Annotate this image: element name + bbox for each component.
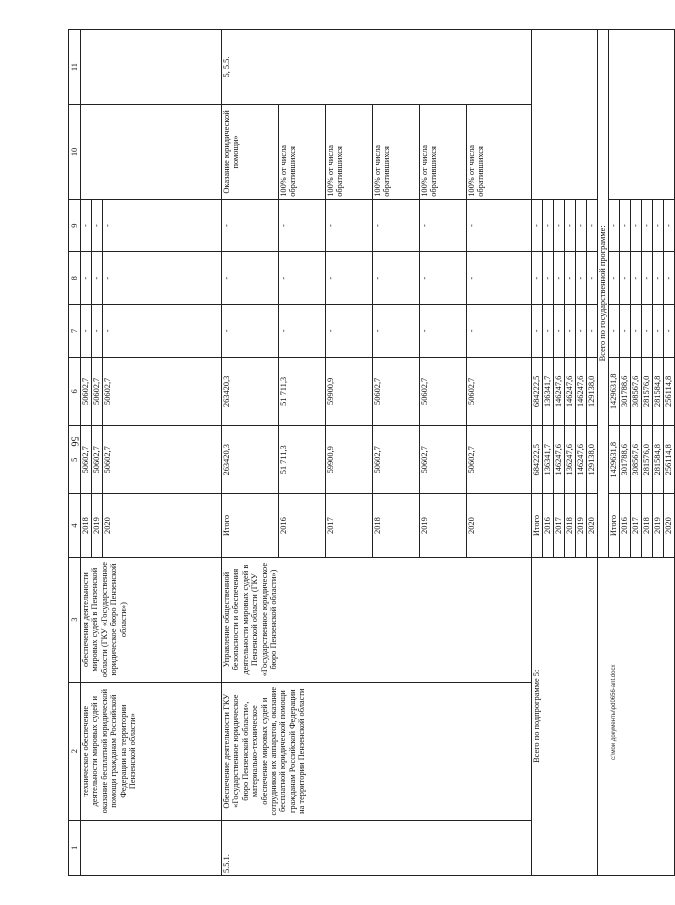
value-cell: -: [631, 199, 642, 252]
value-cell: -: [222, 252, 279, 305]
value-cell: 50602,7: [467, 357, 532, 425]
program-total-side-blank: [609, 30, 675, 200]
value-cell: -: [279, 305, 326, 358]
value-cell: -: [92, 252, 103, 305]
value-cell: -: [532, 252, 543, 305]
value-cell: 146247,6: [565, 357, 576, 425]
value-cell: -: [554, 252, 565, 305]
year-cell: 2017: [631, 494, 642, 557]
total-cell: 281584,8: [653, 426, 664, 494]
value-cell: -: [373, 252, 420, 305]
value-cell: -: [554, 305, 565, 358]
value-cell: 308567,6: [631, 357, 642, 425]
year-cell: 2020: [467, 494, 532, 557]
value-cell: -: [92, 305, 103, 358]
item-name: Обеспечение деятельности ГКУ «Государственное юридическое бюро Пензенской области», материально-техническое обеспечение мировых судей и сотрудников их аппаратов, оказание бесплатной юридической помощи гражданам Российской Федерации на территории Пензенской области: [222, 682, 532, 820]
total-cell: 146247,6: [576, 426, 587, 494]
year-cell: 2018: [642, 494, 653, 557]
year-cell: 2020: [587, 494, 598, 557]
value-cell: 50602,7: [420, 357, 467, 425]
value-cell: -: [587, 252, 598, 305]
value-cell: 281576,0: [642, 357, 653, 425]
indicator-cell: 100% от числа обратившихся: [420, 105, 467, 200]
indicator-cell: 100% от числа обратившихся: [326, 105, 373, 200]
header-cell: 6: [69, 357, 81, 425]
value-cell: -: [326, 252, 373, 305]
value-cell: -: [532, 199, 543, 252]
value-cell: -: [642, 252, 653, 305]
total-cell: 50602,7: [373, 426, 420, 494]
value-cell: 59900,9: [326, 357, 373, 425]
total-cell: 136247,6: [565, 426, 576, 494]
value-cell: -: [103, 252, 222, 305]
program-table: [68, 29, 675, 876]
value-cell: -: [373, 305, 420, 358]
total-cell: 308567,6: [631, 426, 642, 494]
value-cell: 256114,8: [664, 357, 675, 425]
value-cell: 50602,7: [103, 357, 222, 425]
page-number: 56: [68, 436, 80, 447]
total-cell: 136341,7: [543, 426, 554, 494]
year-cell: Итого: [532, 494, 543, 557]
footer-file-path: c:\мои документы\pd0656-ant.docx: [611, 664, 617, 760]
value-cell: -: [664, 199, 675, 252]
value-cell: -: [81, 305, 92, 358]
cont-executor-cell: обеспечения деятельности мировых судей в Пензенской области (ГКУ «Государственное юридическое бюро Пензенской области»): [81, 557, 222, 682]
value-cell: -: [554, 199, 565, 252]
value-cell: -: [620, 252, 631, 305]
value-cell: -: [543, 199, 554, 252]
value-cell: 146247,6: [554, 357, 565, 425]
value-cell: -: [609, 305, 620, 358]
value-cell: -: [326, 305, 373, 358]
value-cell: -: [576, 252, 587, 305]
column-number-row: [69, 30, 81, 876]
value-cell: -: [92, 199, 103, 252]
program-total-blank: [598, 557, 675, 875]
header-cell: 10: [69, 105, 81, 200]
value-cell: -: [620, 199, 631, 252]
value-cell: -: [373, 199, 420, 252]
cont-name-cell: техническое обеспечение деятельности мировых судей и оказание бесплатной юридической помощи гражданам Российской Федерации на территории Пензенской области»: [81, 682, 222, 820]
year-cell: 2020: [103, 494, 222, 557]
value-cell: -: [279, 252, 326, 305]
value-cell: -: [631, 252, 642, 305]
value-cell: -: [642, 199, 653, 252]
value-cell: -: [565, 252, 576, 305]
value-cell: 301788,6: [620, 357, 631, 425]
value-cell: -: [642, 305, 653, 358]
table-row: [532, 30, 543, 876]
total-cell: 129138,0: [587, 426, 598, 494]
value-cell: 50602,7: [92, 357, 103, 425]
program-total-label: Всего по государственной программе:: [598, 30, 609, 558]
value-cell: -: [103, 305, 222, 358]
value-cell: -: [587, 199, 598, 252]
value-cell: 50602,7: [373, 357, 420, 425]
year-cell: 2019: [653, 494, 664, 557]
header-cell: 8: [69, 252, 81, 305]
header-cell: 9: [69, 199, 81, 252]
header-cell: 5: [69, 426, 81, 494]
value-cell: -: [664, 305, 675, 358]
year-cell: 2018: [81, 494, 92, 557]
value-cell: -: [664, 252, 675, 305]
item-ref: 5, 5.5.: [222, 30, 532, 105]
value-cell: -: [532, 305, 543, 358]
value-cell: -: [222, 199, 279, 252]
value-cell: 684222,5: [532, 357, 543, 425]
value-cell: -: [279, 199, 326, 252]
value-cell: 1429631,8: [609, 357, 620, 425]
value-cell: 129138,0: [587, 357, 598, 425]
year-cell: 2017: [326, 494, 373, 557]
table-row: [598, 30, 609, 876]
indicator-cell: 100% от числа обратившихся: [467, 105, 532, 200]
indicator-title: Оказание юридической помощи»: [222, 105, 279, 200]
year-cell: Итого: [222, 494, 279, 557]
table-row: [222, 30, 279, 876]
value-cell: -: [565, 199, 576, 252]
value-cell: -: [576, 199, 587, 252]
total-cell: 684222,5: [532, 426, 543, 494]
year-cell: 2019: [576, 494, 587, 557]
total-cell: 263420,3: [222, 426, 279, 494]
value-cell: -: [81, 252, 92, 305]
year-cell: Итого: [609, 494, 620, 557]
value-cell: 51 711,3: [279, 357, 326, 425]
cont-num-cell: [81, 820, 222, 875]
value-cell: -: [467, 305, 532, 358]
value-cell: -: [620, 305, 631, 358]
indicator-cell: 100% от числа обратившихся: [279, 105, 326, 200]
year-cell: 2019: [92, 494, 103, 557]
year-cell: 2016: [543, 494, 554, 557]
value-cell: -: [565, 305, 576, 358]
value-cell: 50602,7: [81, 357, 92, 425]
value-cell: -: [609, 252, 620, 305]
value-cell: -: [222, 305, 279, 358]
value-cell: 146247,6: [576, 357, 587, 425]
value-cell: 263420,3: [222, 357, 279, 425]
header-cell: 4: [69, 494, 81, 557]
header-cell: 11: [69, 30, 81, 105]
value-cell: 136341,7: [543, 357, 554, 425]
total-cell: 50602,7: [467, 426, 532, 494]
value-cell: -: [576, 305, 587, 358]
total-cell: 50602,7: [103, 426, 222, 494]
header-cell: 7: [69, 305, 81, 358]
subtotal-blank: [532, 30, 598, 200]
value-cell: -: [543, 252, 554, 305]
item-number: 5.5.1.: [222, 820, 532, 875]
subtotal-label: Всего по подпрограмме 5:: [532, 557, 598, 875]
value-cell: -: [467, 252, 532, 305]
value-cell: -: [420, 199, 467, 252]
year-cell: 2019: [420, 494, 467, 557]
value-cell: -: [326, 199, 373, 252]
header-cell: 1: [69, 820, 81, 875]
year-cell: 2018: [565, 494, 576, 557]
year-cell: 2020: [664, 494, 675, 557]
value-cell: 281584,8: [653, 357, 664, 425]
value-cell: -: [103, 199, 222, 252]
value-cell: -: [653, 199, 664, 252]
total-cell: 256114,8: [664, 426, 675, 494]
value-cell: -: [653, 252, 664, 305]
value-cell: -: [81, 199, 92, 252]
total-cell: 50602,7: [92, 426, 103, 494]
value-cell: -: [467, 199, 532, 252]
value-cell: -: [653, 305, 664, 358]
value-cell: -: [420, 305, 467, 358]
total-cell: 1429631,8: [609, 426, 620, 494]
total-cell: 59900,9: [326, 426, 373, 494]
indicator-cell: [81, 105, 222, 200]
value-cell: -: [587, 305, 598, 358]
item-executor: Управление общественной безопасности и обеспечения деятельности мировых судей в Пензенской области (ГКУ «Государственное юридическое бюро Пензенской области»): [222, 557, 532, 682]
value-cell: -: [609, 199, 620, 252]
value-cell: -: [543, 305, 554, 358]
total-cell: 281576,0: [642, 426, 653, 494]
year-cell: 2017: [554, 494, 565, 557]
total-cell: 51 711,3: [279, 426, 326, 494]
total-cell: 50602,7: [420, 426, 467, 494]
total-cell: 301788,6: [620, 426, 631, 494]
header-cell: 3: [69, 557, 81, 682]
header-cell: 2: [69, 682, 81, 820]
total-cell: 50602,7: [81, 426, 92, 494]
year-cell: 2016: [279, 494, 326, 557]
table-row: [81, 30, 92, 876]
year-cell: 2016: [620, 494, 631, 557]
ref-cell: [81, 30, 222, 105]
value-cell: -: [420, 252, 467, 305]
total-cell: 146247,6: [554, 426, 565, 494]
year-cell: 2018: [373, 494, 420, 557]
indicator-cell: 100% от числа обратившихся: [373, 105, 420, 200]
value-cell: -: [631, 305, 642, 358]
